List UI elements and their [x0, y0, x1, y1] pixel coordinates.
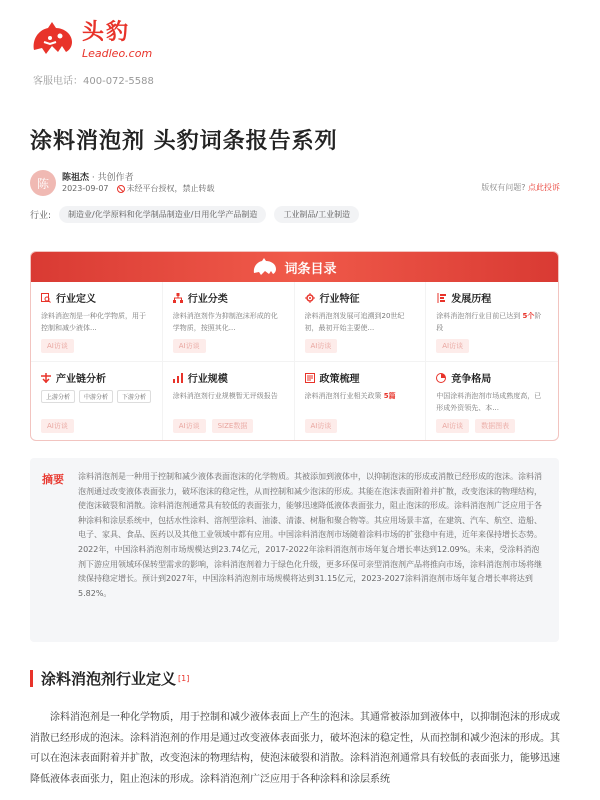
section-heading	[30, 668, 189, 689]
publish-date: 2023-09-07	[62, 184, 109, 193]
brand-domain: Leadleo.com	[82, 46, 153, 60]
stage-count: 5个	[522, 312, 535, 320]
toc-item-title: 行业定义	[56, 294, 96, 305]
section-body: 涂料消泡剂是一种化学物质，用于控制和减少液体表面上产生的泡沫。其通常被添加到液体中，以抑制泡沫的形成或消散已经形成的泡沫。涂料消泡剂的作用是通过改变液体表面张力，破坏泡沫的稳定性，从而控制和减少泡沫的形成。其可以在泡沫表面附着并扩散，改变泡沫的物理结构，使泡沫破裂和消散。涂料消泡剂通常具有较低的表面张力，能够迅速降低液体表面张力，阻止泡沫的形成。涂料消泡剂广泛应用于各种涂料和涂层系统	[30, 712, 560, 785]
author-role: · 共创作者	[89, 173, 134, 183]
downstream-chip[interactable]: 下游分析	[117, 390, 151, 403]
chain-icon	[41, 373, 51, 383]
author-row	[30, 170, 570, 200]
tree-icon	[173, 293, 183, 303]
toc-item-title: 竞争格局	[451, 374, 492, 385]
toc-desc-text: 涂料消泡剂行业目前已达到	[436, 312, 523, 320]
toc-item-competition[interactable]	[426, 362, 558, 441]
toc-item-desc	[305, 390, 416, 414]
policy-count: 5篇	[383, 392, 396, 400]
timeline-icon	[436, 293, 446, 303]
author-name[interactable]	[62, 170, 134, 183]
gear-icon	[305, 293, 315, 303]
ai-interview-badge[interactable]: AI访谈	[305, 419, 338, 433]
copyright-notice: 未经平台授权，禁止转载	[126, 184, 215, 193]
ai-interview-badge[interactable]: AI访谈	[173, 419, 206, 433]
report-question: 版权有问题?	[481, 183, 526, 192]
abstract-box	[30, 458, 559, 642]
brand-name: 头豹	[82, 19, 131, 45]
report-area	[481, 182, 560, 193]
toc-item-desc: 涂料消泡剂是一种化学物质，用于控制和减少液体...	[41, 312, 146, 332]
toc-item-chain[interactable]	[31, 362, 163, 441]
toc-item-title: 行业分类	[187, 294, 228, 305]
reference-link[interactable]: [1]	[178, 674, 190, 683]
industry-tag[interactable]: 工业制品/工业制造	[274, 206, 359, 223]
toc-item-desc: 涂料消泡剂发展可追溯到20世纪初，最初开始主要使...	[304, 312, 405, 332]
size-data-badge[interactable]: SIZE数据	[212, 419, 254, 433]
abstract-label: 摘要	[42, 473, 64, 486]
avatar[interactable]: 陈	[30, 170, 56, 196]
abstract-text: 涂料消泡剂是一种用于控制和减少液体表面泡沫的化学物质。其被添加到液体中，以抑制泡沫的形成或消散已经形成的泡沫。涂料消泡剂通过改变液体表面张力，破坏泡沫的稳定性，从而控制和减少泡沫的形成。其能在泡沫表面附着并扩散，改变泡沫的物理结构，使泡沫破裂和消散。涂料消泡剂通常具有较低的表面张力，能够迅速降低液体表面张力，阻止泡沫的形成。涂料消泡剂广泛应用于各种涂料和涂层系统中，包括水性涂料、溶剂型涂料、油漆、清漆、树脂和聚合物等。其应用场景丰富，在建筑、汽车、航空、造船、电子、家具、食品、医药以及其他工业领域中都有应用。中国涂料消泡剂市场随着涂料市场的扩张稳中有进，近年来保持增长态势。2022年，中国涂料消泡剂市场规模达到23.74亿元，2017-2022年涂料消泡剂市场年复合增长率达到12.09%。未来，受涂料消泡剂下游应用领域环保转型需求的影响，涂料消泡剂着力于绿色化升级，更多环保可亲型消泡剂产品将推向市场，涂料消泡剂市场将继续保持稳定增长。预计到2027年，中国涂料消泡剂市场规模将达到31.15亿元，2023-2027涂料消泡剂市场年复合增长率将达到5.82%。	[78, 472, 542, 598]
ai-interview-badge[interactable]: AI访谈	[436, 339, 469, 353]
ai-interview-badge[interactable]: AI访谈	[305, 339, 338, 353]
author-name-text: 陈祖杰	[62, 173, 90, 183]
page-title: 涂料消泡剂 头豹词条报告系列	[30, 129, 338, 154]
industry-label: 行业:	[30, 211, 52, 221]
toc-title: 词条目录	[284, 261, 337, 277]
policy-icon	[305, 373, 315, 383]
toc-item-desc: 中国涂料消泡剂市场成熟度高，已形成外资领先、本...	[436, 392, 542, 412]
upstream-chip[interactable]: 上游分析	[41, 390, 75, 403]
section-title: 涂料消泡剂行业定义	[41, 670, 177, 688]
toc-item-scale[interactable]	[163, 362, 295, 441]
search-doc-icon	[41, 293, 51, 303]
toc-item-history[interactable]	[426, 282, 558, 362]
toc-desc-text: 涂料消泡剂行业相关政策	[304, 392, 384, 400]
leopard-logo-icon	[252, 257, 278, 277]
ai-interview-badge[interactable]: AI访谈	[436, 419, 469, 433]
toc-item-definition[interactable]	[31, 282, 163, 362]
toc-item-title: 行业特征	[319, 294, 360, 305]
toc-item-title: 行业规模	[187, 374, 228, 385]
midstream-chip[interactable]: 中游分析	[79, 390, 113, 403]
bar-chart-icon	[173, 373, 183, 383]
brand-logo[interactable]	[30, 20, 152, 60]
leopard-logo-icon	[30, 20, 76, 60]
ai-interview-badge[interactable]: AI访谈	[41, 339, 74, 353]
toc-item-features[interactable]	[295, 282, 427, 362]
toc-header	[31, 252, 558, 282]
industry-tag[interactable]: 制造业/化学原料和化学制品制造业/日用化学产品制造	[59, 206, 266, 223]
toc-item-title: 发展历程	[451, 294, 492, 305]
ai-interview-badge[interactable]: AI访谈	[173, 339, 206, 353]
toc-desc-text: 阶段	[436, 312, 542, 332]
toc-item-desc: 涂料消泡剂行业规模暂无评级报告	[172, 392, 278, 400]
report-link[interactable]: 点此投诉	[528, 183, 560, 192]
toc-item-policy[interactable]	[295, 362, 427, 441]
toc-item-title: 产业链分析	[56, 374, 106, 385]
ai-interview-badge[interactable]: AI访谈	[41, 419, 74, 433]
toc-panel	[30, 251, 559, 441]
toc-item-title: 政策梳理	[319, 374, 360, 385]
service-phone: 客服电话：400-072-5588	[33, 76, 154, 87]
ban-icon	[117, 185, 125, 193]
toc-item-desc: 涂料消泡剂作为抑制泡沫形成的化学物质，按照其化...	[172, 312, 278, 332]
data-chart-badge[interactable]: 数据图表	[475, 419, 515, 433]
toc-item-classification[interactable]	[163, 282, 295, 362]
industry-row	[30, 206, 359, 223]
section-accent-bar	[30, 670, 33, 687]
toc-item-desc	[436, 310, 548, 334]
pie-icon	[436, 373, 446, 383]
